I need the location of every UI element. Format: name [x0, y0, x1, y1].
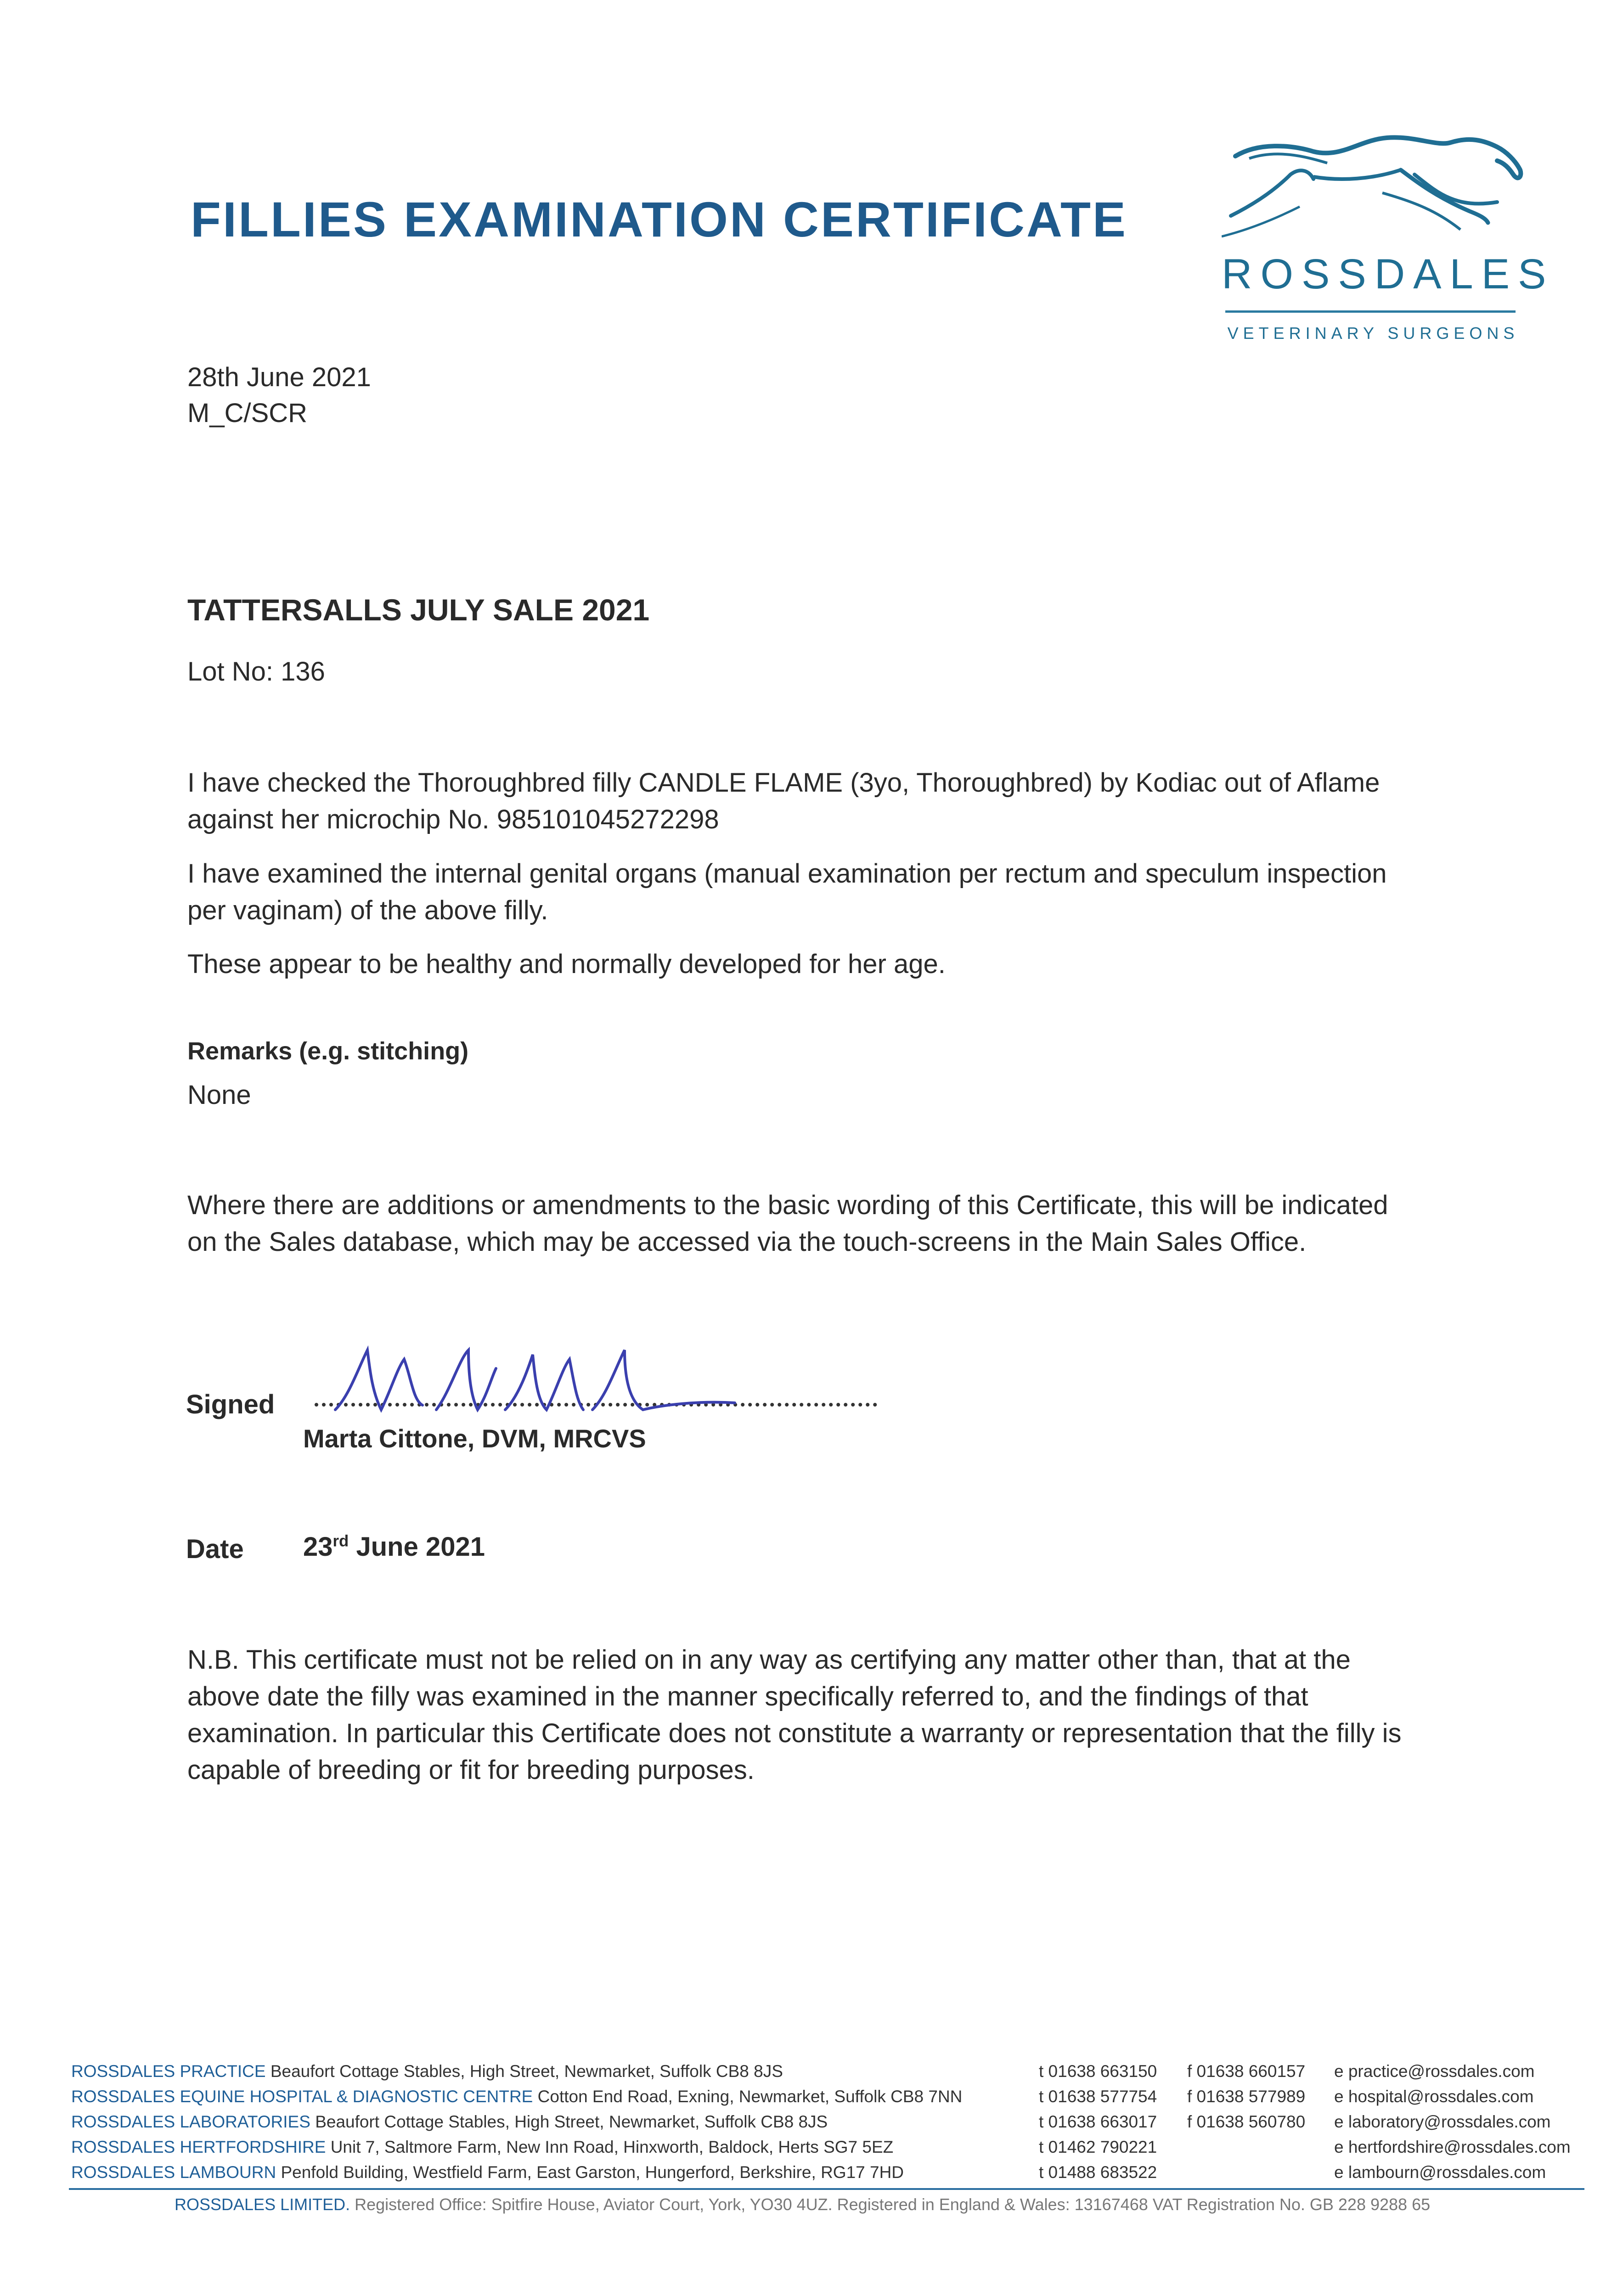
footer-email: e hertfordshire@rossdales.com	[1334, 2138, 1571, 2156]
footer-email: e hospital@rossdales.com	[1334, 2087, 1534, 2106]
footer-phone: t 01462 790221	[1039, 2138, 1157, 2156]
paragraph-amendments: Where there are additions or amendments to the basic wording of this Certificate, this will be indicated on the Sales database, which may be accessed via the touch-screens in the Main Sales Office.	[187, 1190, 1388, 1257]
reference-code: M_C/SCR	[187, 398, 308, 428]
date-label: Date	[186, 1534, 244, 1564]
remarks-value: None	[187, 1080, 251, 1110]
paragraph-examination: I have examined the internal genital organs (manual examination per rectum and speculum inspection per vaginam) of the above filly.	[187, 859, 1387, 925]
logo-subtitle: VETERINARY SURGEONS	[1227, 324, 1519, 343]
handwritten-signature-icon	[331, 1341, 744, 1428]
signed-date: 23rd June 2021	[303, 1532, 485, 1562]
footer-phone: t 01638 577754	[1039, 2087, 1157, 2106]
footer-row: ROSSDALES LAMBOURN Penfold Building, Westfield Farm, East Garston, Hungerford, Berkshire, RG17 7HD	[71, 2163, 904, 2182]
footer-divider	[69, 2188, 1584, 2190]
paragraph-findings: These appear to be healthy and normally developed for her age.	[187, 949, 946, 979]
footer-row: ROSSDALES HERTFORDSHIRE Unit 7, Saltmore Farm, New Inn Road, Hinxworth, Baldock, Herts SG7 5EZ	[71, 2138, 894, 2156]
certificate-title: FILLIES EXAMINATION CERTIFICATE	[191, 191, 1127, 247]
nb-disclaimer: N.B. This certificate must not be relied on in any way as certifying any matter other than, that at the above date the filly was examined in the manner specifically referred to, and the findings of that examination. In particular this Certificate does not constitute a warranty or representation that the filly is capable of breeding or fit for breeding purposes.	[187, 1645, 1402, 1785]
signed-label: Signed	[186, 1390, 275, 1419]
paragraph-identification: I have checked the Thoroughbred filly CANDLE FLAME (3yo, Thoroughbred) by Kodiac out of Aflame against her microchip No. 985101045272298	[187, 768, 1380, 834]
footer-email: e lambourn@rossdales.com	[1334, 2163, 1546, 2182]
horse-logo-icon	[1222, 124, 1555, 354]
logo-wordmark: ROSSDALES	[1222, 251, 1555, 298]
lot-label: Lot No:	[187, 657, 273, 687]
footer-phone: t 01638 663017	[1039, 2112, 1157, 2131]
footer-email: e practice@rossdales.com	[1334, 2062, 1535, 2081]
footer-row: ROSSDALES EQUINE HOSPITAL & DIAGNOSTIC CENTRE Cotton End Road, Exning, Newmarket, Suffolk CB8 7NN	[71, 2087, 963, 2106]
footer-row: ROSSDALES LABORATORIES Beaufort Cottage Stables, High Street, Newmarket, Suffolk CB8 8JS	[71, 2112, 828, 2131]
footer-row: ROSSDALES PRACTICE Beaufort Cottage Stables, High Street, Newmarket, Suffolk CB8 8JS	[71, 2062, 783, 2081]
lot-number	[187, 653, 325, 690]
issue-date: 28th June 2021	[187, 362, 371, 392]
footer-fax: f 01638 560780	[1187, 2112, 1306, 2131]
registered-office: ROSSDALES LIMITED. Registered Office: Spitfire House, Aviator Court, York, YO30 4UZ. Registered in England & Wales: 13167468 VAT Registration No. GB 228 9288 65	[175, 2195, 1431, 2214]
lot-value: 136	[281, 657, 325, 687]
signatory-name: Marta Cittone, DVM, MRCVS	[303, 1424, 646, 1453]
footer-phone: t 01638 663150	[1039, 2062, 1157, 2081]
footer-fax: f 01638 577989	[1187, 2087, 1306, 2106]
logo-divider	[1225, 310, 1516, 313]
footer-email: e laboratory@rossdales.com	[1334, 2112, 1551, 2131]
footer-fax: f 01638 660157	[1187, 2062, 1306, 2081]
sale-heading: TATTERSALLS JULY SALE 2021	[187, 593, 650, 627]
remarks-label: Remarks (e.g. stitching)	[187, 1037, 469, 1065]
footer-phone: t 01488 683522	[1039, 2163, 1157, 2182]
